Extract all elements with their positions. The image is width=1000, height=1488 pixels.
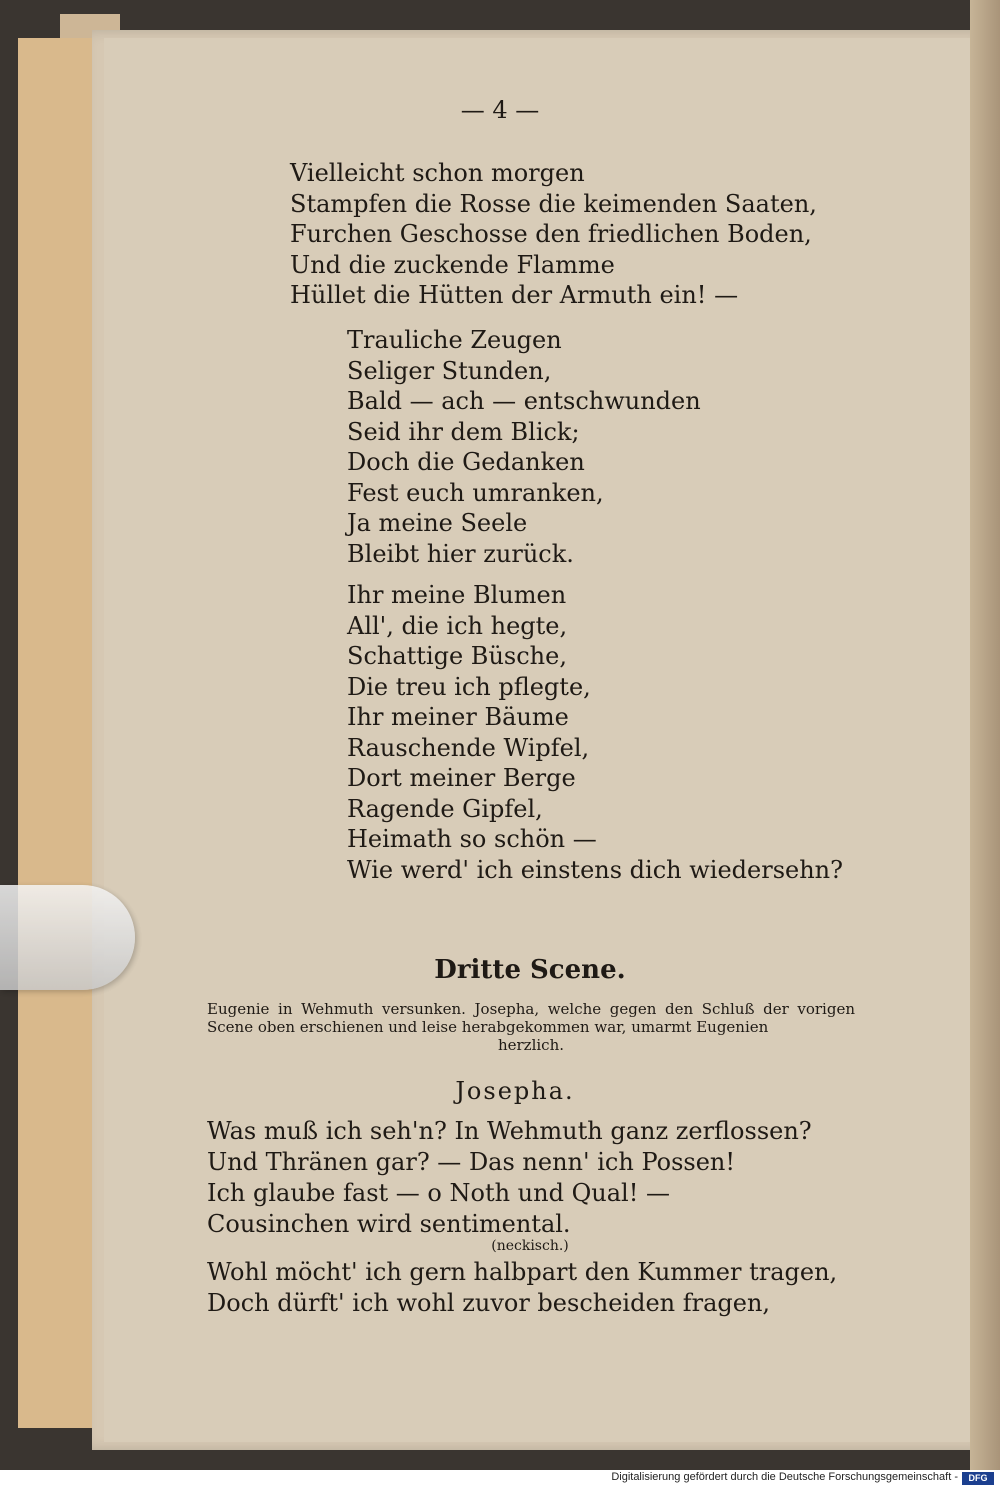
verse-line: Schattige Büsche, — [347, 642, 567, 670]
verse-line: Die treu ich pflegte, — [347, 672, 591, 701]
verse-line: Vielleicht schon morgen — [290, 159, 585, 187]
footer-credit: Digitalisierung gefördert durch die Deutsche Forschungsgemeinschaft - — [611, 1471, 958, 1483]
verse-line: Seid ihr dem Blick; — [347, 417, 580, 446]
binding-edge — [18, 38, 100, 1428]
verse-line: Heimath so schön — — [347, 825, 597, 853]
speech-line: Wohl möcht' ich gern halbpart den Kummer tragen, — [207, 1258, 838, 1286]
verse-line: Hüllet die Hütten der Armuth ein! — — [290, 281, 739, 309]
verse-line: Ihr meiner Bäume — [347, 703, 569, 731]
verse-line: Stampfen die Rosse die keimenden Saaten, — [290, 189, 817, 218]
verse-line: Furchen Geschosse den friedlichen Boden, — [290, 220, 812, 248]
stage-direction-end: herzlich. — [497, 1036, 565, 1054]
speaker-name: Josepha. — [455, 1077, 575, 1105]
stage-aside: (neckisch.) — [491, 1238, 569, 1254]
verse-line: Seliger Stunden, — [347, 356, 552, 385]
stanza-1 — [290, 158, 817, 311]
verse-line: Ja meine Seele — [347, 509, 528, 537]
stage-direction-text: Eugenie in Wehmuth versunken. Josepha, welche gegen den Schluß der vorigen Scene oben erschienen und leise herabgekommen war, umarmt Eugenien — [207, 1000, 855, 1036]
footer-bar — [0, 1470, 1000, 1488]
dfg-logo: DFG — [962, 1472, 994, 1485]
speech-block-1 — [207, 1116, 812, 1240]
verse-line: Trauliche Zeugen — [347, 326, 562, 354]
verse-line: Ragende Gipfel, — [347, 794, 543, 823]
verse-line: Dort meiner Berge — [347, 764, 576, 792]
verse-line: Ihr meine Blumen — [347, 581, 567, 609]
stanza-2 — [347, 325, 701, 569]
speech-line: Was muß ich seh'n? In Wehmuth ganz zerflossen? — [207, 1117, 812, 1145]
scene-heading: Dritte Scene. — [434, 955, 626, 985]
speech-line: Und Thränen gar? — Das nenn' ich Possen! — [207, 1148, 735, 1176]
speech-line: Doch dürft' ich wohl zuvor bescheiden fragen, — [207, 1289, 771, 1317]
verse-line: Doch die Gedanken — [347, 448, 585, 476]
speech-line: Cousinchen wird sentimental. — [207, 1210, 571, 1238]
verse-line: Bleibt hier zurück. — [347, 539, 574, 568]
verse-line: Rauschende Wipfel, — [347, 733, 590, 762]
stanza-3 — [347, 580, 843, 885]
verse-line: Fest euch umranken, — [347, 478, 604, 507]
speech-block-2 — [207, 1257, 837, 1319]
verse-line: Wie werd' ich einstens dich wiedersehn? — [347, 855, 843, 884]
verse-line: Und die zuckende Flamme — [290, 250, 615, 279]
verse-line: All', die ich hegte, — [347, 611, 568, 640]
page-number: — 4 — — [460, 96, 540, 124]
stage-direction — [207, 1000, 855, 1054]
verse-line: Bald — ach — entschwunden — [347, 387, 701, 415]
speech-line: Ich glaube fast — o Noth und Qual! — — [207, 1179, 670, 1207]
